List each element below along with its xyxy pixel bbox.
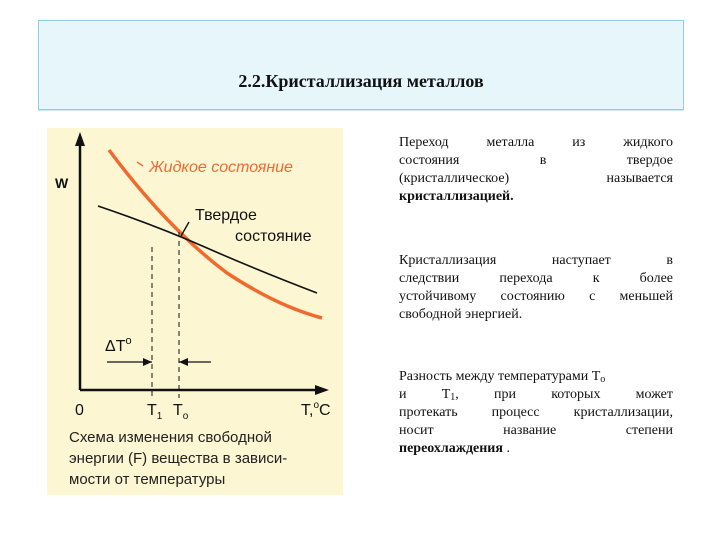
title-bar [38, 20, 684, 110]
solid-label-line1: Твердое [195, 207, 257, 224]
energy-diagram [47, 128, 343, 495]
delta-t-left-arrow [143, 358, 152, 366]
caption-line3: мости от температуры [69, 471, 226, 488]
x-axis-arrow [315, 385, 329, 395]
y-axis-arrow [75, 132, 85, 146]
p1-line2: состояния в твердое [399, 153, 673, 168]
p3-line3: протекать процесс кристаллизации, [399, 405, 673, 420]
p2-line4: свободной энергией. [399, 307, 523, 322]
delta-t-right-arrow [179, 358, 188, 366]
p3-line2: и $T_1$, при которых может [399, 387, 674, 403]
p2-line1: Кристаллизация наступает в [399, 253, 673, 268]
caption-line1: Схема изменения свободной [69, 429, 272, 446]
p3-line4: носит название степени [399, 423, 673, 438]
p2-line2: следствии перехода к более [399, 271, 673, 286]
p3-term: переохлаждения [399, 441, 503, 456]
t1-label: $T_1$ [147, 402, 163, 422]
delta-t-label: $\Delta T^o$ [105, 335, 132, 355]
t0-label: $T_o$ [173, 402, 189, 422]
p1-line3: (кристаллическое) называется [399, 171, 673, 186]
paragraph-supercooling [399, 368, 673, 458]
liquid-label-leader [137, 162, 143, 166]
solid-label-line2: состояние [235, 228, 312, 245]
caption-line2: энергии (F) вещества в зависи- [69, 450, 288, 467]
diagram-svg [47, 128, 343, 495]
p3-line1: Разность между температурами $T_o$ [399, 369, 606, 385]
w-label: W [55, 175, 69, 191]
slide-title: 2.2.Кристаллизация металлов [238, 71, 484, 91]
paragraph-definition [399, 134, 673, 206]
origin-label: 0 [75, 402, 84, 419]
p1-line1: Переход металла из жидкого [399, 135, 673, 150]
p2-line3: устойчивому состоянию с меньшей [399, 289, 673, 304]
p3-line5: переохлаждения . [399, 441, 510, 456]
solid-label-leader [181, 222, 189, 236]
p1-term: кристаллизацией. [399, 189, 514, 204]
liquid-label: Жидкое состояние [149, 159, 293, 176]
temperature-axis-label: T,$^o$C [301, 400, 331, 419]
paragraph-cause [399, 252, 673, 324]
